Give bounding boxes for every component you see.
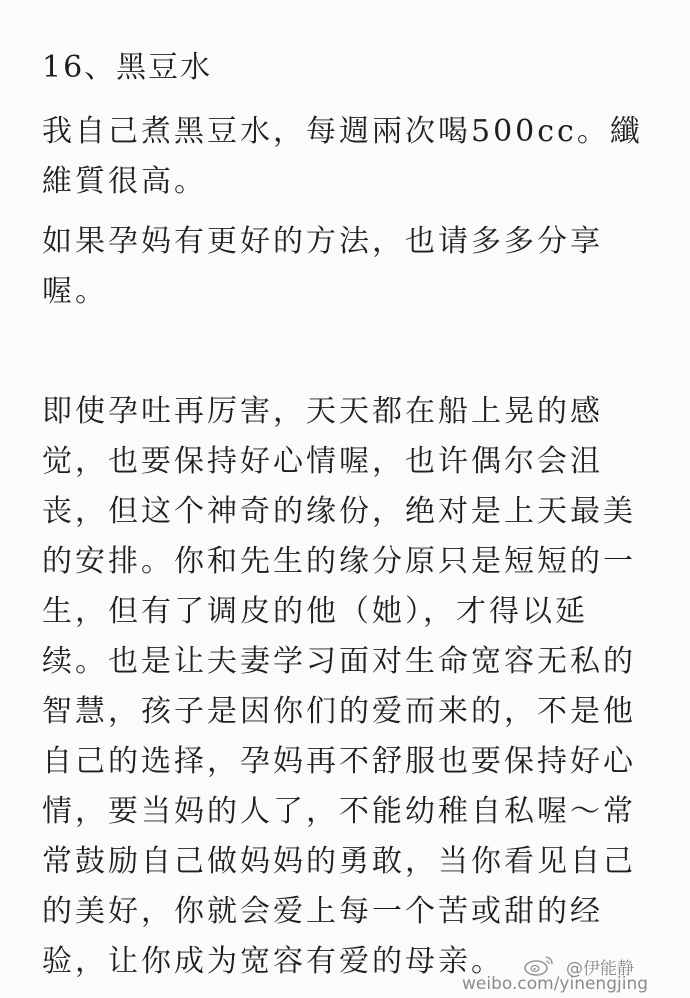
paragraph-3-line-2: 觉，也要保持好心情喔，也许偶尔会沮: [42, 444, 603, 479]
weibo-watermark: [462, 954, 682, 994]
paragraph-1-line-1: 我自己煮黑豆水，每週兩次喝500cc。纖: [42, 114, 643, 149]
paragraph-3-line-12: 验，让你成为宽容有爱的母亲。: [42, 944, 504, 979]
watermark-url: weibo.com/yinengjing: [462, 974, 649, 994]
paragraph-3-line-7: 智慧，孩子是因你们的爱而来的，不是他: [42, 694, 636, 729]
paragraph-3-line-1: 即使孕吐再厉害，天天都在船上晃的感: [42, 394, 603, 429]
paragraph-3-line-3: 丧，但这个神奇的缘份，绝对是上天最美: [42, 494, 636, 529]
paragraph-1-line-2: 維質很高。: [42, 164, 207, 199]
watermark-username: @伊能静: [566, 959, 634, 979]
paragraph-3-line-8: 自己的选择，孕妈再不舒服也要保持好心: [42, 744, 636, 779]
paragraph-3-line-6: 续。也是让夫妻学习面对生命宽容无私的: [42, 644, 636, 679]
paragraph-3-line-10: 常鼓励自己做妈妈的勇敢，当你看见自己: [42, 844, 636, 879]
paragraph-3-line-11: 的美好，你就会爱上每一个苦或甜的经: [42, 894, 603, 929]
weibo-logo-icon: [522, 954, 556, 976]
paragraph-2-line-2: 喔。: [42, 274, 108, 309]
section-heading: 16、黑豆水: [42, 50, 213, 85]
paragraph-2-line-1: 如果孕妈有更好的方法，也请多多分享: [42, 224, 603, 259]
paragraph-3-line-9: 情，要当妈的人了，不能幼稚自私喔～常: [42, 794, 636, 829]
paragraph-3-line-5: 生，但有了调皮的他（她），才得以延: [42, 594, 588, 629]
paragraph-3-line-4: 的安排。你和先生的缘分原只是短短的一: [42, 544, 636, 579]
